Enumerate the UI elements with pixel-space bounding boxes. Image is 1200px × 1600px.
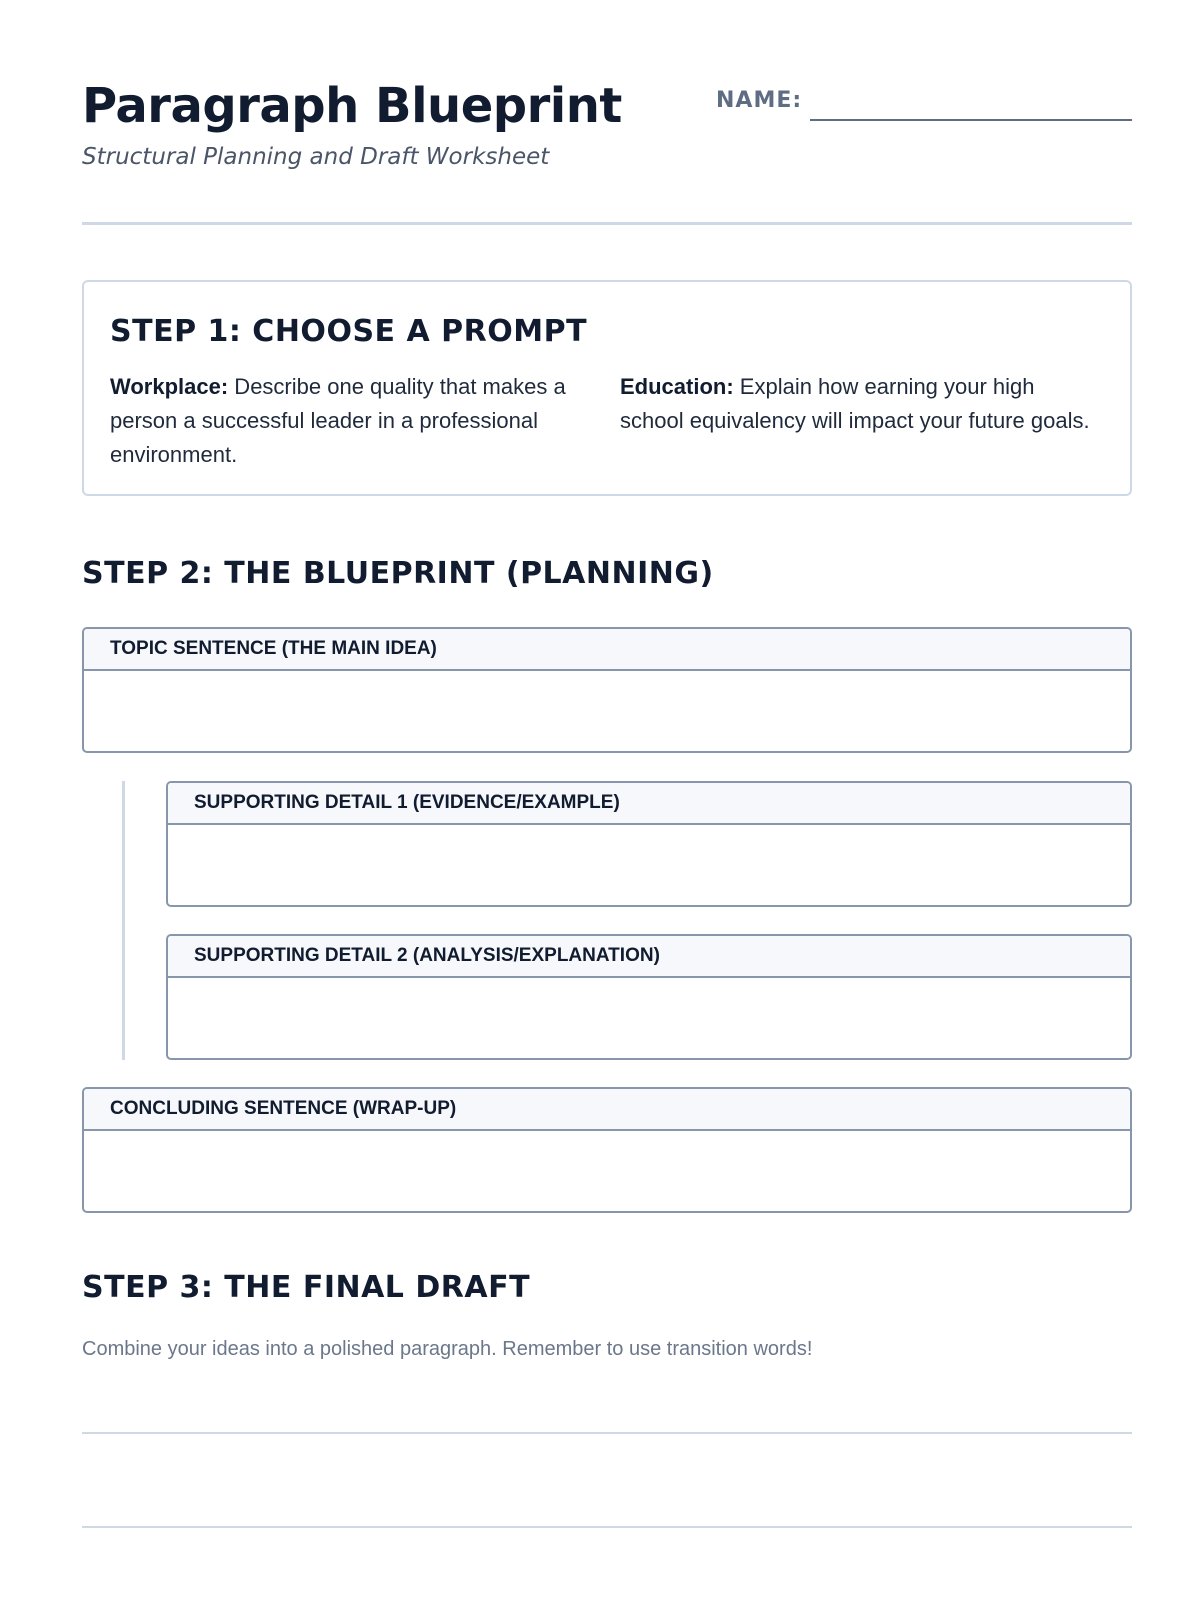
supporting-detail-2-label: SUPPORTING DETAIL 2 (ANALYSIS/EXPLANATION) bbox=[168, 936, 1130, 978]
supporting-detail-1-label: SUPPORTING DETAIL 1 (EVIDENCE/EXAMPLE) bbox=[168, 783, 1130, 825]
topic-sentence-field[interactable] bbox=[84, 671, 1130, 751]
indent-guide-line bbox=[122, 781, 125, 1060]
worksheet-page bbox=[82, 0, 1132, 1600]
page-subtitle: Structural Planning and Draft Worksheet bbox=[82, 144, 550, 170]
concluding-sentence-label: CONCLUDING SENTENCE (WRAP-UP) bbox=[84, 1089, 1130, 1131]
prompt-workplace-text: Describe one quality that makes a person a successful leader in a professional environment. bbox=[110, 374, 566, 467]
step2-heading: STEP 2: THE BLUEPRINT (PLANNING) bbox=[82, 556, 714, 591]
worksheet-header bbox=[82, 78, 1132, 188]
name-field[interactable] bbox=[810, 119, 1132, 121]
step1-heading: STEP 1: CHOOSE A PROMPT bbox=[110, 314, 588, 349]
step3-heading: STEP 3: THE FINAL DRAFT bbox=[82, 1270, 531, 1305]
prompt-education-label: Education: bbox=[620, 374, 734, 399]
draft-writing-line[interactable] bbox=[82, 1432, 1132, 1434]
supporting-detail-1-box bbox=[166, 781, 1132, 907]
name-label: NAME: bbox=[716, 88, 803, 113]
prompt-education bbox=[620, 370, 1100, 438]
supporting-detail-2-box bbox=[166, 934, 1132, 1060]
prompt-workplace-label: Workplace: bbox=[110, 374, 229, 399]
prompt-workplace bbox=[110, 370, 590, 472]
draft-writing-line[interactable] bbox=[82, 1526, 1132, 1528]
header-divider bbox=[82, 222, 1132, 225]
step1-prompt-box bbox=[82, 280, 1132, 496]
topic-sentence-box bbox=[82, 627, 1132, 753]
supporting-detail-1-field[interactable] bbox=[168, 825, 1130, 905]
prompt-education-text: Explain how earning your high school equivalency will impact your future goals. bbox=[620, 374, 1090, 433]
draft-instructions: Combine your ideas into a polished paragraph. Remember to use transition words! bbox=[82, 1338, 813, 1360]
page-title: Paragraph Blueprint bbox=[82, 78, 622, 134]
concluding-sentence-field[interactable] bbox=[84, 1131, 1130, 1211]
supporting-detail-2-field[interactable] bbox=[168, 978, 1130, 1058]
concluding-sentence-box bbox=[82, 1087, 1132, 1213]
topic-sentence-label: TOPIC SENTENCE (THE MAIN IDEA) bbox=[84, 629, 1130, 671]
